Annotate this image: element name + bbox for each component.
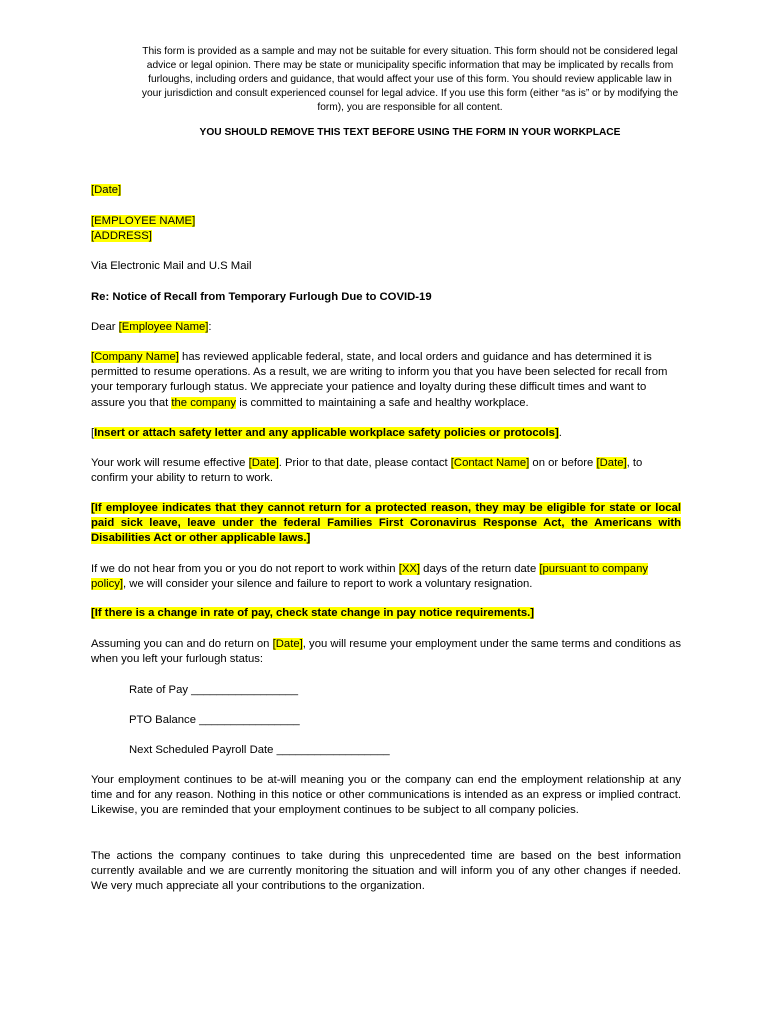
paragraph-no-report (91, 562, 681, 592)
days-placeholder: [XX] (398, 563, 421, 575)
employee-name-placeholder: [EMPLOYEE NAME] (91, 215, 196, 227)
delivery-method: Via Electronic Mail and U.S Mail (91, 260, 252, 272)
paragraph-terms (91, 637, 681, 667)
resume-text-d: , to confirm your ability to return to work. (91, 457, 643, 485)
recipient-block (91, 214, 681, 244)
resume-text-c: on or before (529, 457, 597, 469)
resume-text-a: Your work will resume effective (91, 457, 249, 469)
pay-change-note: [If there is a change in rate of pay, check state change in pay notice requirements.] (91, 607, 535, 619)
paragraph-recall (91, 350, 681, 411)
salutation-prefix: Dear (91, 321, 119, 333)
no-report-text-b: days of the return date (420, 563, 540, 575)
date-placeholder: [Date] (91, 184, 122, 196)
address-placeholder: [ADDRESS] (91, 230, 152, 243)
salutation-suffix: : (208, 321, 212, 333)
company-name-placeholder: [Company Name] (91, 351, 179, 363)
terms-text-b: , you will resume your employment under the same terms and conditions as when you left your furlough status: (91, 638, 681, 666)
paragraph-closing: The actions the company continues to take during this unprecedented time are based on the best information currently available and we are currently monitoring the situation and will inform you of any other changes if needed. We very much appreciate all your contributions to the organization. (91, 850, 681, 893)
employee-name-field: [Employee Name] (118, 321, 209, 333)
remove-text-notice: YOU SHOULD REMOVE THIS TEXT BEFORE USING THE FORM IN YOUR WORKPLACE (199, 127, 621, 138)
confirm-date-placeholder: [Date] (596, 457, 627, 469)
rate-of-pay-field: Rate of Pay _________________ (129, 684, 298, 696)
no-report-text-c: , we will consider your silence and failure to report to work a voluntary resignation. (123, 578, 533, 591)
date-line (91, 183, 681, 198)
safety-open-bracket: [ (91, 427, 95, 439)
the-company-placeholder: the company (171, 396, 237, 409)
disclaimer-text: This form is provided as a sample and may not be suitable for every situation. This form should not be considered legal advice or legal opinion. There may be state or municipality specific information that may be implicated by recalls from furloughs, including orders and guidance, that would affect your use of this form. You should review applicable law in your jurisdiction and consult experienced counsel for legal advice. If you use this form (either “as is” or by modifying the form), you are responsible for all content. (141, 46, 679, 113)
paragraph-at-will: Your employment continues to be at-will meaning you or the company can end the employment relationship at any time and for any reason. Nothing in this notice or other communications is intended as an express or implied contract. Likewise, you are reminded that your employment continues to be subject to all company policies. (91, 774, 681, 817)
contact-name-placeholder: [Contact Name] (450, 457, 530, 469)
company-policy-placeholder: [pursuant to company policy] (91, 563, 649, 591)
no-report-text-a: If we do not hear from you or you do not report to work within (91, 563, 399, 575)
subject-line: Re: Notice of Recall from Temporary Furlough Due to COVID-19 (91, 291, 432, 303)
paragraph-pay-change (91, 606, 681, 621)
resume-text-b: . Prior to that date, please contact (278, 457, 451, 469)
safety-period: . (558, 427, 562, 439)
safety-instruction: Insert or attach safety letter and any applicable workplace safety policies or protocols] (94, 427, 559, 439)
return-date-placeholder: [Date] (272, 638, 303, 650)
next-payroll-date-field: Next Scheduled Payroll Date __________________ (129, 744, 390, 756)
terms-text-a: Assuming you can and do return on (91, 638, 273, 650)
paragraph-protected-reason (91, 501, 681, 547)
pto-balance-field: PTO Balance ________________ (129, 714, 300, 726)
paragraph-recall-text-a: has reviewed applicable federal, state, and local orders and guidance and has determined it is permitted to resume operations. As a result, we are writing to inform you that you have been selected for recall from your temporary furlough status. We appreciate your patience and loyalty during these difficult times and want to assure you that (91, 351, 668, 409)
paragraph-safety (91, 426, 681, 441)
paragraph-recall-text-b: is committed to maintaining a safe and healthy workplace. (236, 396, 529, 409)
salutation (91, 320, 681, 335)
protected-reason-note: [If employee indicates that they cannot return for a protected reason, they may be eligible for state or local paid sick leave, leave under the federal Families First Coronavirus Response Act, the Americans with Disabilities Act or other applicable laws.] (91, 502, 681, 545)
resume-date-placeholder: [Date] (248, 457, 279, 469)
paragraph-resume-date (91, 456, 681, 486)
